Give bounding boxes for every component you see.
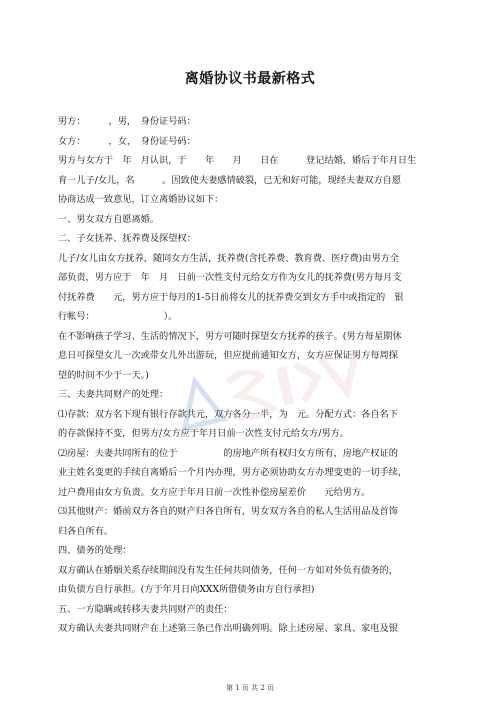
section-heading: 二、子女抚养、抚养费及探望权：: [58, 233, 196, 244]
clause-line: 归各自所有。: [58, 525, 114, 537]
section-heading: 三、夫妻共同财产的处理：: [58, 389, 169, 400]
clause-line: ⑵房屋：夫妻共同所有的位于 的房地产所有权归女方所有，房地产权证的: [58, 447, 398, 459]
clause-line: 男方与女方于 年 月认识，于 年 月 日在 登记结婚，婚后于年月日生: [58, 155, 417, 166]
section-heading: 四、债务的处理：: [58, 545, 132, 556]
clause-line: 育一儿子/女儿，名 。因致使夫妻感情破裂，已无和好可能，现经夫妻双方自愿: [58, 174, 402, 186]
clause-line: 息日可探望女儿一次或带女儿外出游玩，但应提前通知女方，女方应保证男方每周探: [58, 350, 398, 361]
clause-line: 在不影响孩子学习、生活的情况下，男方可随时探望女方抚养的孩子。(男方每星期休: [58, 330, 402, 342]
agreement-body: [58, 112, 444, 639]
clause-line: 行帐号： ）。: [58, 311, 178, 322]
clause-line: 的存款保持不变，但男方/女方应于年月日前一次性支付元给女方/男方。: [58, 428, 350, 439]
section-heading: 五、一方隐瞒或转移夫妻共同财产的责任：: [58, 603, 233, 615]
clause-line: 过户费用由女方负责。女方应于年月日前一次性补偿房屋差价 元给男方。: [58, 486, 371, 498]
page-footer: 第 1 页 共 2 页: [225, 684, 275, 692]
clause-line: ⑴存款：双方名下现有银行存款共元，双方各分一半，为 元。分配方式：各自名下: [58, 408, 398, 420]
clause-line: 儿子/女儿由女方抚养，随同女方生活，抚养费(含托养费、教育费、医疗费)由男方全: [58, 252, 400, 264]
clause-line: 双方确认夫妻共同财产在上述第三条已作出明确列明。除上述房屋、家具、家电及银: [58, 623, 398, 634]
document-title: 离婚协议书最新格式: [184, 71, 316, 87]
clause-line: 业主姓名变更的手续自离婚后一个月内办理，男方必须协助女方办理变更的一切手续，: [58, 467, 408, 478]
clause-line: ⑶其他财产：婚前双方各自的财产归各自所有，男女双方各自的私人生活用品及首饰: [58, 506, 398, 517]
clause-line: 由负债方自行承担。(方于年月日向XXX所借债务由方自行承担): [58, 584, 315, 595]
clause-line: 女方： ，女， 身份证号码：: [58, 135, 196, 147]
clause-line: 付抚养费 元，男方应于每月的1-5日前将女儿的抚养费交到女方手中或指定的 银: [58, 291, 404, 303]
clause-line: 部负责，男方应于 年 月 日前一次性支付元给女方作为女儿的抚养费(男方每月支: [58, 272, 402, 283]
clause-line: 望的时间不少于一天。): [58, 369, 149, 381]
section-heading: 一、男女双方自愿离婚。: [58, 213, 160, 225]
clause-line: 男方： ，男， 身份证号码：: [58, 116, 196, 127]
clause-line: 双方确认在婚姻关系存续期间没有发生任何共同债务，任何一方如对外负有债务的，: [58, 564, 398, 576]
clause-line: 协商达成一致意见，订立离婚协议如下：: [58, 194, 224, 205]
